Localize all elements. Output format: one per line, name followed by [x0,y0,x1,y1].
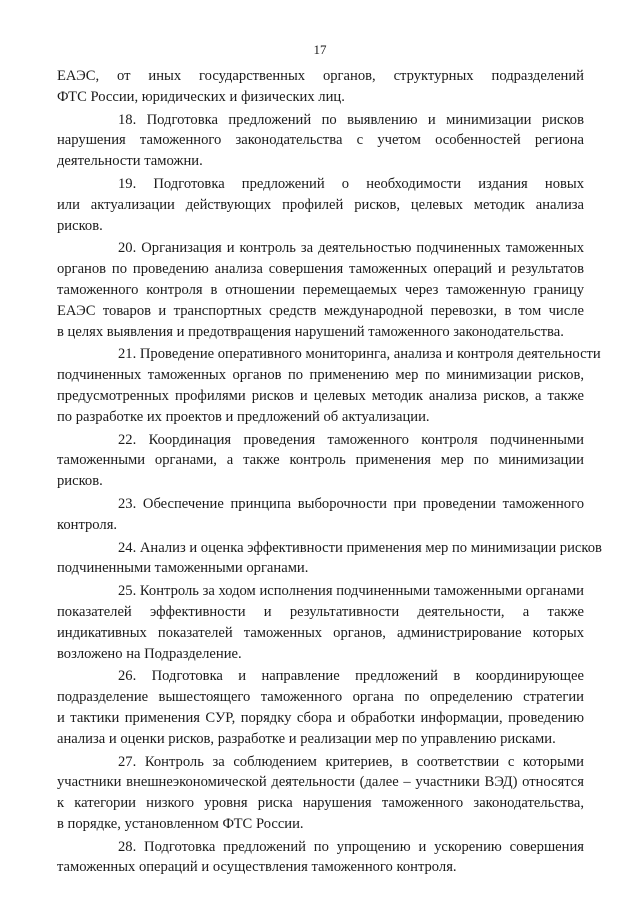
text-line: подразделение вышестоящего таможенного органа по определению стратегии [57,689,584,706]
paragraph [57,538,602,580]
paragraph [57,238,584,342]
text-line: и тактики применения СУР, порядку сбора и обработки информации, проведению [57,709,584,726]
text-line: индикативных показателей таможенных органов, администрирование которых [57,624,584,641]
text-line: анализа и оценки рисков, разработке и реализации мер по управлению рисками. [57,730,556,747]
page-number: 17 [313,42,327,57]
text-line: 28. Подготовка предложений по упрощению и ускорению совершения [118,838,584,855]
text-line: в целях выявления и предотвращения нарушений таможенного законодательства. [57,323,564,340]
paragraph [57,494,584,536]
text-line: 23. Обеспечение принципа выборочности при проведении таможенного [118,495,584,512]
paragraph [57,66,584,108]
text-line: 22. Координация проведения таможенного контроля подчиненными [118,431,584,448]
text-line: органов по проведению анализа совершения таможенных операций и результатов [57,261,584,278]
text-line: нарушения таможенного законодательства с учетом особенностей региона [57,132,584,149]
text-line: показателей эффективности и результативности деятельности, а также [57,603,584,620]
text-line: 19. Подготовка предложений о необходимости издания новых [118,175,584,192]
text-line: 20. Организация и контроль за деятельностью подчиненных таможенных [118,240,584,257]
paragraph [57,110,584,172]
text-line: участники внешнеэкономической деятельности (далее – участники ВЭД) относятся [57,774,584,791]
text-line: 18. Подготовка предложений по выявлению и минимизации рисков [118,111,584,128]
text-line: ЕАЭС товаров и транспортных средств международной перевозки, в том числе [57,302,584,319]
text-line: или актуализации действующих профилей рисков, целевых методик анализа [57,196,584,213]
text-line: контроля. [57,516,118,533]
text-line: 26. Подготовка и направление предложений в координирующее [118,668,584,685]
text-line: рисков. [57,217,103,234]
text-line: возложено на Подразделение. [57,645,242,662]
text-line: таможенными органами, а также контроль применения мер по минимизации [57,452,584,469]
text-line: ФТС России, юридических и физических лиц. [57,88,345,105]
text-line: предусмотренных профилями рисков и целевых методик анализа рисков, а также [57,387,584,404]
paragraph [57,344,601,427]
paragraph [57,174,584,236]
document-body [57,66,602,880]
paragraph [57,837,584,879]
text-line: 27. Контроль за соблюдением критериев, в соответствии с которыми [118,753,584,770]
text-line: в порядке, установленном ФТС России. [57,815,304,832]
paragraph [57,430,584,492]
text-line: ЕАЭС, от иных государственных органов, структурных подразделений [57,68,584,84]
text-line: подчиненных таможенных органов по применению мер по минимизации рисков, [57,367,584,384]
text-line: 24. Анализ и оценка эффективности применения мер по минимизации рисков [118,539,602,556]
text-line: таможенного контроля в отношении перемещаемых через таможенную границу [57,281,584,298]
text-line: по разработке их проектов и предложений об актуализации. [57,408,430,425]
text-line: 21. Проведение оперативного мониторинга, анализа и контроля деятельности [118,346,601,363]
text-line: 25. Контроль за ходом исполнения подчиненными таможенными органами [118,583,584,600]
paragraph [57,666,584,749]
text-line: деятельности таможни. [57,153,203,170]
text-line: подчиненными таможенными органами. [57,560,309,577]
paragraph [57,581,584,664]
text-line: к категории низкого уровня риска нарушения таможенного законодательства, [57,795,584,812]
text-line: рисков. [57,473,103,490]
text-line: таможенных операций и осуществления таможенного контроля. [57,859,457,876]
paragraph [57,752,584,835]
